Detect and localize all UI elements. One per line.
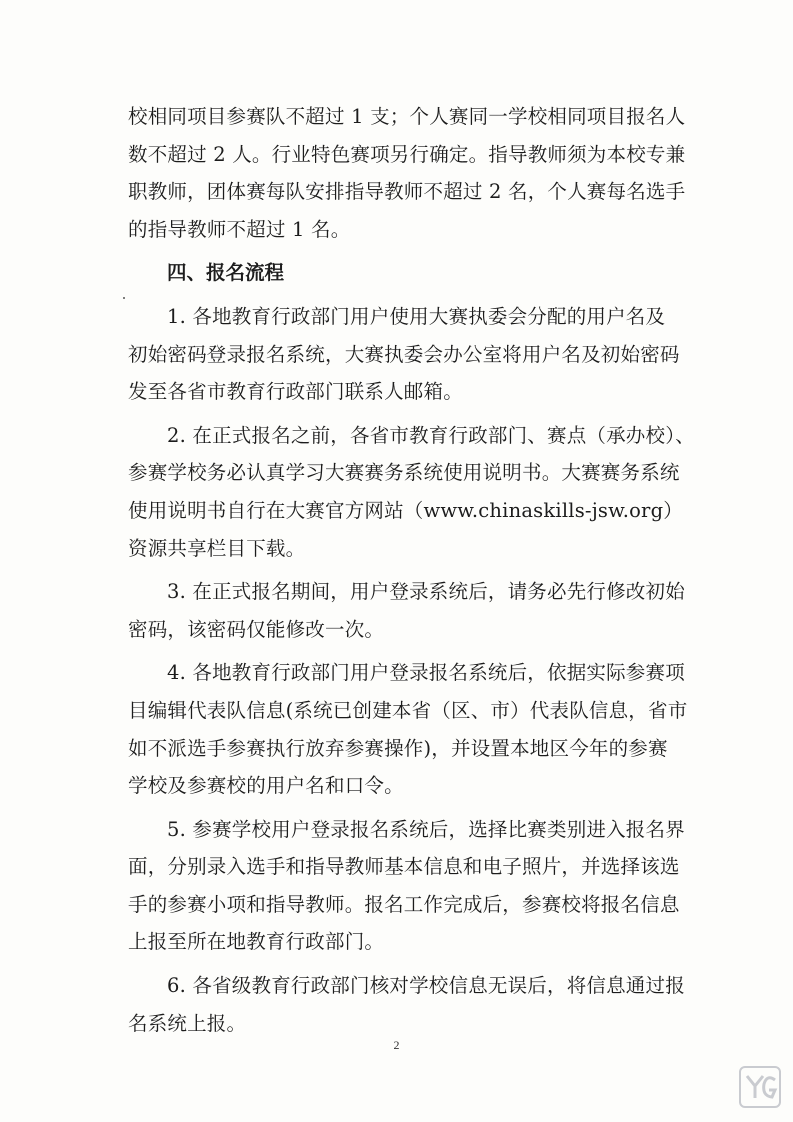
intro-line: 校相同项目参赛队不超过 1 支；个人赛同一学校相同项目报名人	[128, 105, 686, 128]
paragraph-line: 名系统上报。	[128, 1011, 247, 1035]
paragraph-line: 学校及参赛校的用户名和口令。	[128, 774, 404, 798]
intro-line: 数不超过 2 人。行业特色赛项另行确定。指导教师须为本校专兼	[128, 142, 686, 166]
corner-logo-icon	[737, 1064, 783, 1110]
paragraph-2	[128, 417, 695, 567]
paragraph-1	[128, 298, 688, 411]
paragraph-line: 上报至所在地教育行政部门。	[128, 930, 385, 954]
paragraph-line: 密码，该密码仅能修改一次。	[128, 617, 385, 641]
paragraph-line: 使用说明书自行在大赛官方网站（www.chinaskills-jsw.org）	[128, 498, 683, 522]
scan-speck	[123, 297, 125, 299]
paragraph-line: 发至各省市教育行政部门联系人邮箱。	[128, 380, 463, 404]
paragraph-line: 6. 各省级教育行政部门核对学校信息无误后，将信息通过报	[167, 974, 685, 998]
paragraph-line: 4. 各地教育行政部门用户登录报名系统后，依据实际参赛项	[167, 661, 685, 685]
paragraph-6	[128, 967, 688, 1042]
paragraph-5	[128, 811, 688, 961]
paragraph-line: 参赛学校务必认真学习大赛赛务系统使用说明书。大赛赛务系统	[128, 461, 680, 485]
paragraph-line: 2. 在正式报名之前，各省市教育行政部门、赛点（承办校）、	[167, 423, 695, 447]
paragraph-line: 资源共享栏目下载。	[128, 536, 306, 560]
paragraph-line: 面，分别录入选手和指导教师基本信息和电子照片，并选择该选	[128, 855, 680, 879]
intro-line: 的指导教师不超过 1 名。	[128, 217, 351, 241]
paragraph-line: 如不派选手参赛执行放弃参赛操作)，并设置本地区今年的参赛	[128, 736, 668, 760]
page-number: 2	[393, 1038, 400, 1052]
intro-line: 职教师，团体赛每队安排指导教师不超过 2 名，个人赛每名选手	[128, 180, 686, 204]
paragraph-line: 3. 在正式报名期间，用户登录系统后，请务必先行修改初始	[167, 580, 685, 604]
paragraph-4	[128, 654, 688, 804]
paragraph-line: 5. 参赛学校用户登录报名系统后，选择比赛类别进入报名界	[167, 817, 685, 841]
paragraph-line: 1. 各地教育行政部门用户使用大赛执委会分配的用户名及	[167, 304, 666, 328]
paragraph-3	[128, 573, 688, 648]
paragraph-line: 手的参赛小项和指导教师。报名工作完成后，参赛校将报名信息	[128, 892, 680, 916]
paragraph-line: 目编辑代表队信息(系统已创建本省（区、市）代表队信息，省市	[128, 698, 688, 722]
paragraph-line: 初始密码登录报名系统，大赛执委会办公室将用户名及初始密码	[128, 342, 680, 366]
section-heading: 四、报名流程	[167, 261, 285, 285]
document-body	[128, 98, 695, 1042]
